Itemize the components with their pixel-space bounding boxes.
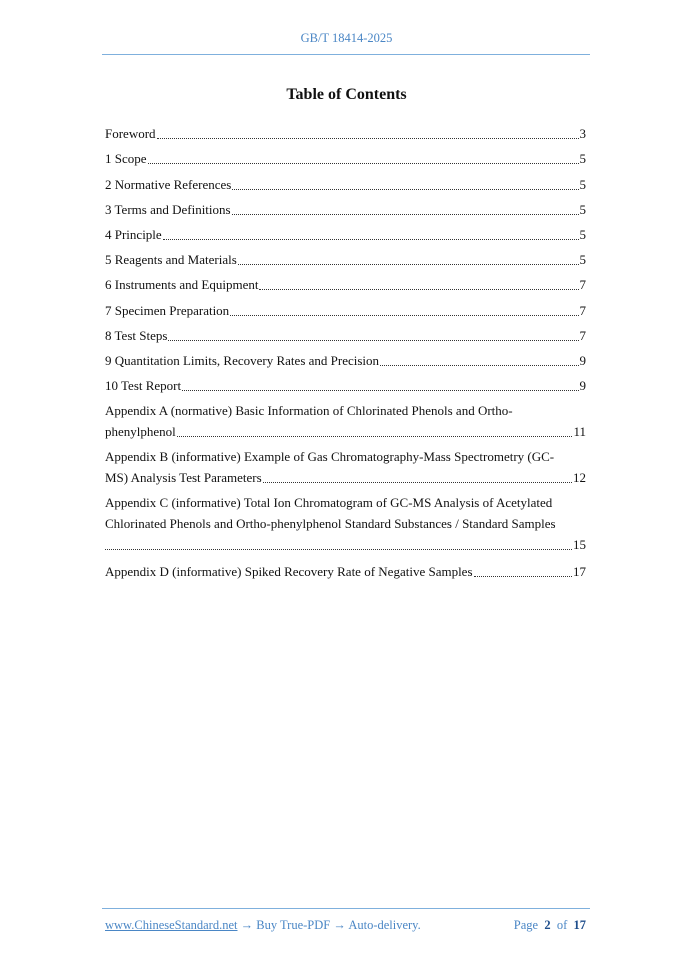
toc-entry-appendix-b[interactable] [105, 446, 586, 488]
toc-entry-label: Appendix B (informative) Example of Gas Chromatography-Mass Spectrometry (GC- [105, 449, 555, 465]
toc-entry-appendix-c[interactable] [105, 492, 586, 555]
toc-leader-dots [474, 576, 572, 577]
toc-entry-page: 5 [579, 176, 586, 192]
toc-entry-reagents-materials[interactable] [105, 245, 586, 270]
arrow-right-icon: → [240, 918, 254, 932]
toc-entry-normative-references[interactable] [105, 169, 586, 194]
toc-entry-label: 1 Scope [105, 151, 147, 167]
toc-entry-instruments-equipment[interactable] [105, 270, 586, 295]
toc-leader-dots [259, 289, 578, 290]
toc-entry-scope[interactable] [105, 144, 586, 169]
toc-entry-label: 4 Principle [105, 226, 162, 242]
toc-leader-dots [263, 482, 572, 483]
toc-entry-page: 9 [579, 378, 586, 394]
toc-entry-label: 2 Normative References [105, 176, 232, 192]
toc-leader-dots [157, 138, 579, 139]
toc-entry-page: 11 [573, 424, 586, 440]
toc-leader-dots [182, 390, 578, 391]
toc-entry-page: 15 [573, 537, 586, 553]
arrow-right-icon: → [333, 918, 346, 932]
toc-leader-dots [168, 340, 578, 341]
toc-entry-label: Appendix C (informative) Total Ion Chromatogram of GC-MS Analysis of Acetylated [105, 495, 553, 511]
toc-leader-dots [380, 365, 578, 366]
table-of-contents [105, 119, 586, 582]
toc-entry-principle[interactable] [105, 220, 586, 245]
page-of-label: of [556, 918, 568, 932]
toc-entry-label-continued: Chlorinated Phenols and Ortho-phenylphenol Standard Substances / Standard Samples [105, 516, 556, 532]
toc-entry-label: 5 Reagents and Materials [105, 252, 237, 268]
toc-entry-page: 7 [579, 327, 586, 343]
toc-entry-label: Foreword [105, 126, 156, 142]
toc-entry-label-continued: MS) Analysis Test Parameters [105, 470, 262, 486]
toc-entry-label: 8 Test Steps [105, 327, 168, 343]
toc-entry-page: 7 [579, 277, 586, 293]
toc-leader-dots [232, 214, 579, 215]
toc-leader-dots [177, 436, 573, 437]
page-current: 2 [544, 918, 551, 932]
toc-entry-page: 5 [579, 252, 586, 268]
footer-rule [102, 908, 590, 909]
toc-entry-page: 9 [579, 352, 586, 368]
toc-entry-label: 9 Quantitation Limits, Recovery Rates and Precision [105, 352, 380, 368]
header-rule [102, 54, 590, 55]
toc-entry-terms-definitions[interactable] [105, 195, 586, 220]
toc-entry-page: 5 [579, 151, 586, 167]
toc-leader-dots [232, 189, 578, 190]
page-number [514, 918, 586, 933]
toc-leader-dots [163, 239, 579, 240]
toc-leader-dots [105, 549, 572, 550]
toc-entry-appendix-d[interactable] [105, 557, 586, 582]
toc-leader-dots [238, 264, 579, 265]
toc-entry-label: Appendix D (informative) Spiked Recovery Rate of Negative Samples [105, 564, 473, 580]
toc-entry-label: 7 Specimen Preparation [105, 302, 230, 318]
toc-entry-page: 3 [579, 126, 586, 142]
toc-entry-test-report[interactable] [105, 371, 586, 396]
toc-entry-label-continued: phenylphenol [105, 424, 176, 440]
toc-entry-label: 10 Test Report [105, 378, 182, 394]
page-total: 17 [573, 918, 586, 932]
toc-leader-dots [148, 163, 579, 164]
toc-entry-appendix-a[interactable] [105, 400, 586, 442]
toc-entry-page: 17 [573, 564, 586, 580]
toc-entry-test-steps[interactable] [105, 321, 586, 346]
toc-entry-quantitation-limits[interactable] [105, 346, 586, 371]
toc-entry-page: 12 [573, 470, 586, 486]
toc-entry-label: Appendix A (normative) Basic Information of Chlorinated Phenols and Ortho- [105, 403, 513, 419]
website-link[interactable]: www.ChineseStandard.net [105, 918, 238, 932]
toc-leader-dots [230, 315, 578, 316]
page-title: Table of Contents [286, 86, 407, 103]
toc-entry-label: 6 Instruments and Equipment [105, 277, 259, 293]
toc-entry-foreword[interactable] [105, 119, 586, 144]
toc-entry-page: 5 [579, 226, 586, 242]
page-label: Page [513, 918, 539, 932]
toc-entry-page: 7 [579, 302, 586, 318]
auto-delivery-text: Auto-delivery. [348, 918, 421, 932]
document-code-header: GB/T 18414-2025 [300, 31, 393, 45]
toc-entry-label: 3 Terms and Definitions [105, 201, 231, 217]
buy-pdf-link[interactable]: Buy True-PDF [256, 918, 331, 932]
toc-entry-specimen-preparation[interactable] [105, 295, 586, 320]
toc-entry-page: 5 [579, 201, 586, 217]
